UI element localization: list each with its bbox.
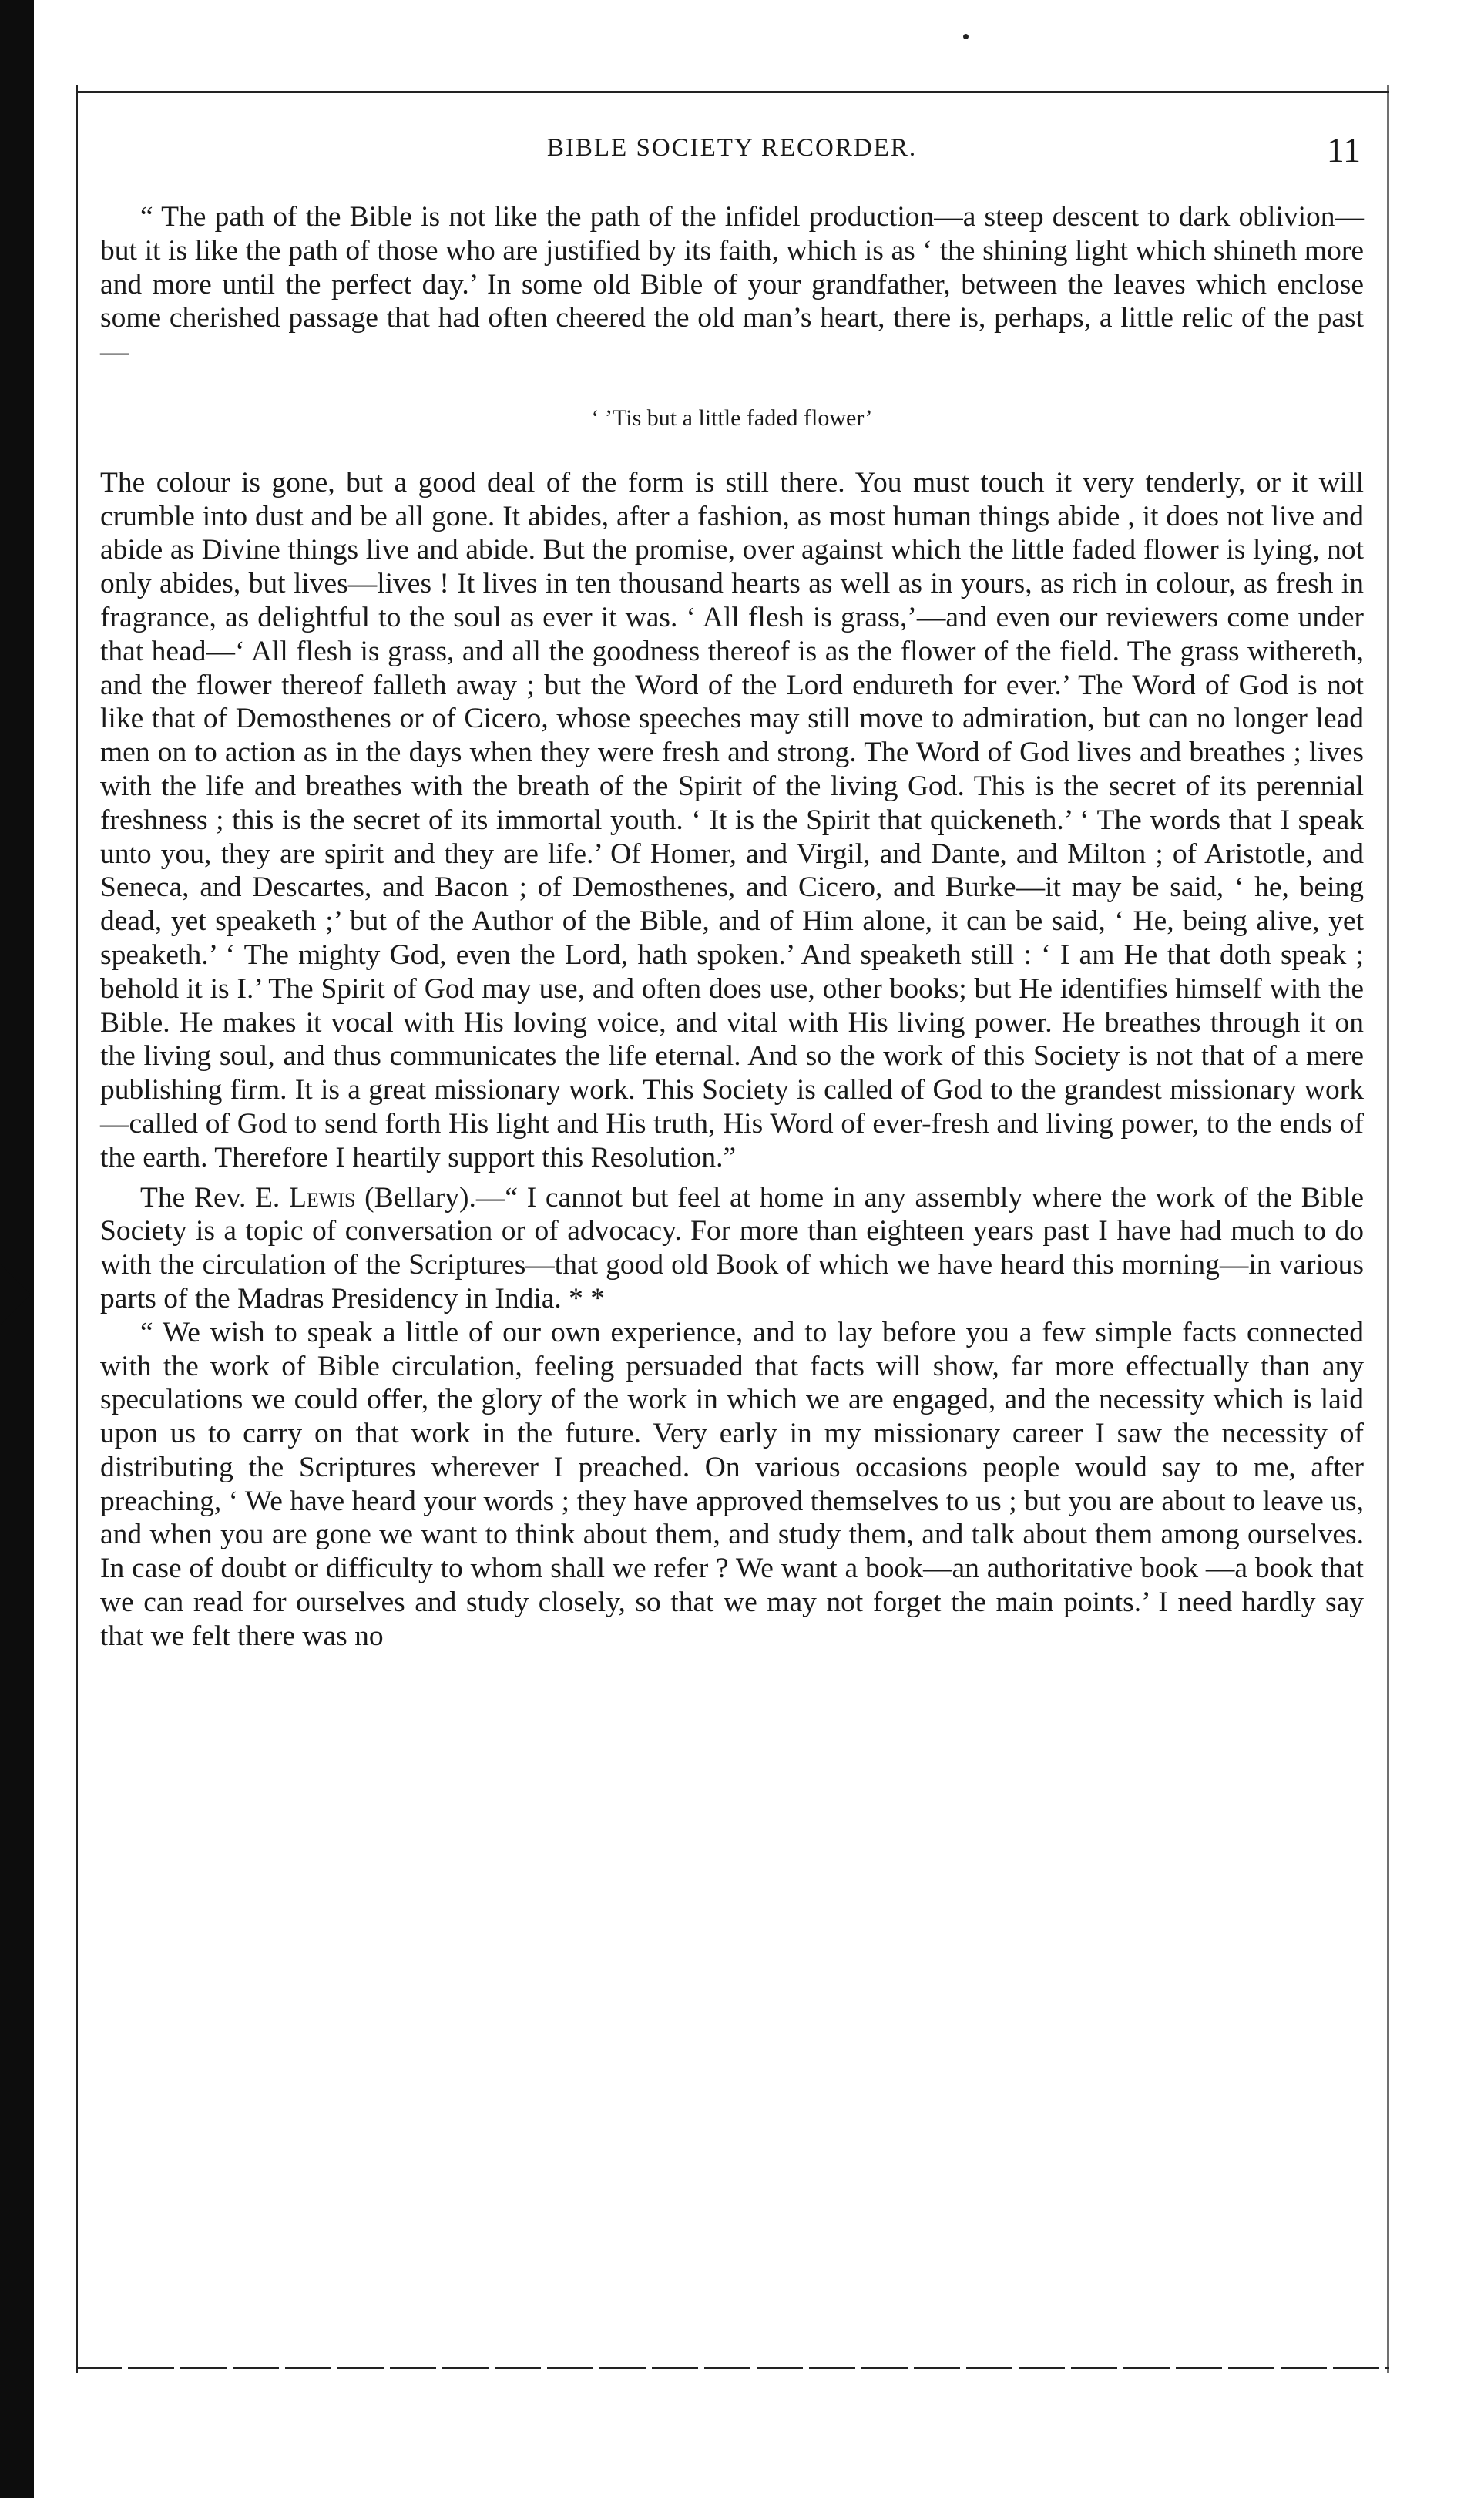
paragraph-faded-flower: The colour is gone, but a good deal of the form is still there. You must touch it very tenderly, or it will crumble into dust and be all gone. It abides, after a fashion, as most human things abide , it does not live and abide as Divine things live and abide. But the promise, over against which the little faded flower is lying, not only abides, but lives—lives ! It lives in ten thousand hearts as well as in yours, as rich in colour, as fresh in fragrance, as delightful to the soul as ever it was. ‘ All flesh is grass,’—and even our reviewers come under that head—‘ All flesh is grass, and all the goodness thereof is as the flower of the field. The grass withereth, and the flower thereof falleth away ; but the Word of the Lord endureth for ever.’ The Word of God is not like that of Demosthenes or of Cicero, whose speeches may still move to admiration, but can no longer lead men on to action as in the days when they were fresh and strong. The Word of God lives and breathes ; lives with the life and breathes with the breath of the Spirit of the living God. This is the secret of its perennial freshness ; this is the secret of its immortal youth. ‘ It is the Spirit that quickeneth.’ ‘ The words that I speak unto you, they are spirit and they are life.’ Of Homer, and Virgil, and Dante, and Milton ; of Aristotle, and Seneca, and Descartes, and Bacon ; of Demosthenes, and Cicero, and Burke—it may be said, ‘ he, being dead, yet speaketh ;’ but of the Author of the Bible, and of Him alone, it can be said, ‘ He, being alive, yet speaketh.’ ‘ The mighty God, even the Lord, hath spoken.’ And speaketh still : ‘ I am He that doth speak ; behold it is I.’ The Spirit of God may use, and often does use, other books; but He identifies himself with the Bible. He makes it vocal with His loving voice, and vital with His living power. He breathes through it on the living soul, and thus communicates the life eternal. And so the work of this Society is not that of a mere publishing firm. It is a great missionary work. This Society is called of God to the grandest missionary work—called of God to send forth His light and His truth, His Word of ever-fresh and living power, to the ends of the earth. Therefore I heartily support this Resolution.” <box>100 466 1364 1173</box>
article-body <box>100 200 1364 1654</box>
bottom-rule <box>76 2367 1389 2369</box>
paragraph-own-experience: “ We wish to speak a little of our own experience, and to lay before you a few simple facts connected with the work of Bible circulation, feeling persuaded that facts will show, far more effectually than any speculations we could offer, the glory of the work in which we are engaged, and the necessity which is laid upon us to carry on that work in the future. Very early in my missionary career I saw the necessity of distributing the Scriptures wherever I preached. On various occasions people would say to me, after preaching, ‘ We have heard your words ; they have approved themselves to us ; but you are about to leave us, and when you are gone we want to think about them, and study them, and talk about them among ourselves. In case of doubt or difficulty to whom shall we refer ? We want a book—an authoritative book —a book that we can read for ourselves and study closely, so that we may not forget the main points.’ I need hardly say that we felt there was no <box>100 1316 1364 1652</box>
scan-speck <box>963 34 969 39</box>
top-rule <box>76 91 1389 93</box>
left-border-rule <box>76 85 78 2373</box>
paragraph-path-of-the-bible: “ The path of the Bible is not like the path of the infidel production—a steep descent to dark oblivion—but it is like the path of those who are justified by its faith, which is as ‘ the shining light which shineth more and more until the perfect day.’ In some old Bible of your grandfather, between the leaves which enclose some cherished passage that had often cheered the old man’s heart, there is, perhaps, a little relic of the past— <box>100 201 1364 368</box>
speaker-name: Lewis <box>289 1181 356 1214</box>
scan-page-edge <box>0 0 34 2498</box>
right-border-rule <box>1387 85 1389 2373</box>
page-number: 11 <box>1326 130 1361 170</box>
speaker-remarks: (Bellary).—“ I cannot but feel at home in any assembly where the work of the Bible Society is a topic of conversation or of advocacy. For more than eighteen years past I have had much to do with the circulation of the Scriptures—that good old Book of which we have heard this morning—in various parts of the Madras Presidency in India. * * <box>100 1181 1365 1314</box>
running-head: BIBLE SOCIETY RECORDER. <box>546 134 918 162</box>
verse-quotation: ‘ ’Tis but a little faded flower’ <box>591 405 873 431</box>
speaker-prefix: The Rev. E. <box>140 1181 290 1214</box>
scan-page-edge-notch <box>0 1264 31 1325</box>
paragraph-rev-lewis <box>100 1181 1364 1316</box>
page-header <box>100 129 1364 176</box>
